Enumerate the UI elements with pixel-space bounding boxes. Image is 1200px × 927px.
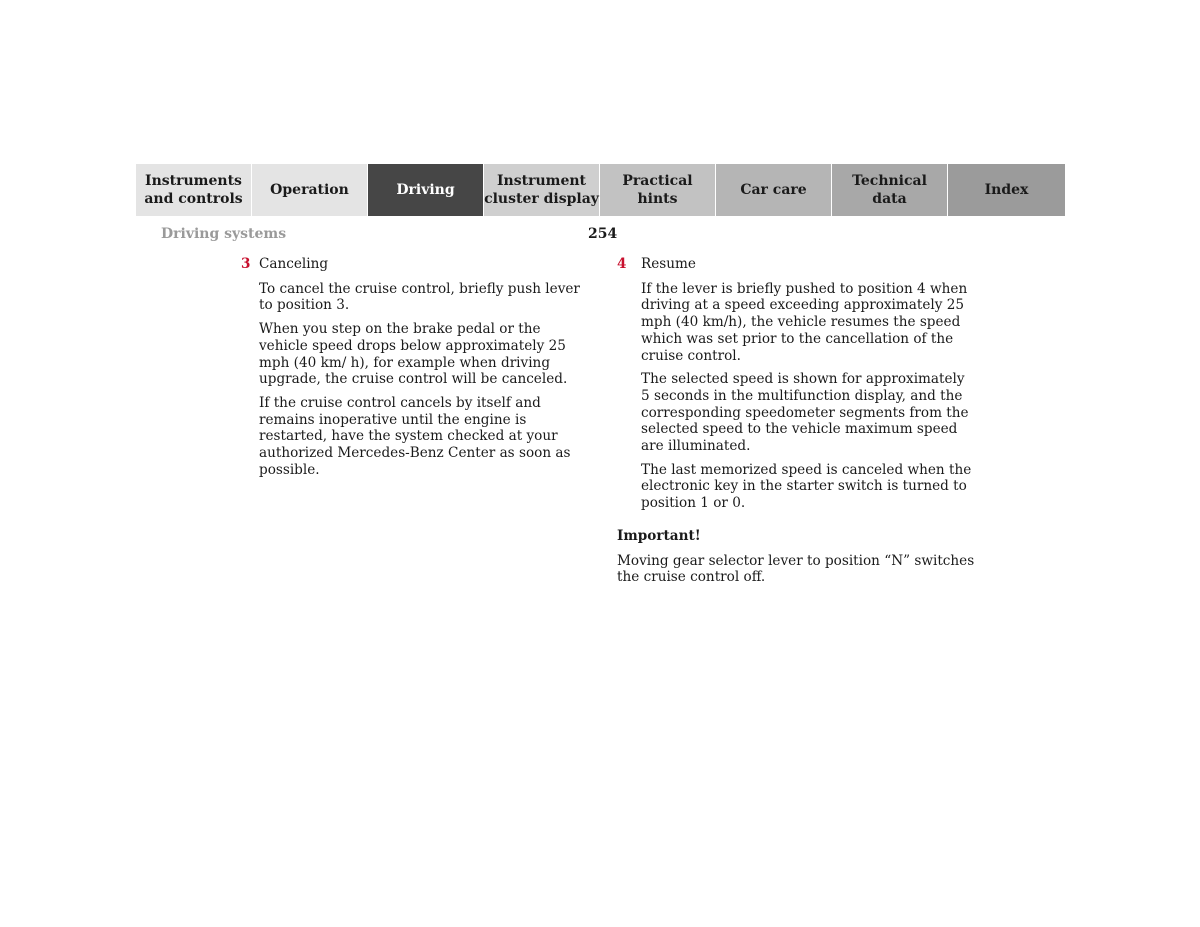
step-title: Canceling [259,256,329,272]
chapter-tab-bar [136,164,1065,216]
tab-operation[interactable]: Operation [252,164,368,216]
paragraph: The selected speed is shown for approximately 5 seconds in the multifunction display, and the corresponding speedometer segments from the selected speed to the vehicle maximum speed are illuminated. [641,371,969,455]
paragraph: If the cruise control cancels by itself and remains inoperative until the engine is restarted, have the system checked at your authorized Mercedes-Benz Center as soon as possible. [259,394,571,478]
tab-practical-hints[interactable]: Practical hints [600,164,716,216]
tab-car-care[interactable]: Car care [716,164,832,216]
page-number: 254 [588,226,618,242]
step-title: Resume [641,256,696,272]
right-column [617,256,977,586]
paragraph: When you step on the brake pedal or the vehicle speed drops below approximately 25 mph (40 km/ h), for example when driving upgrade, the cruise control will be canceled. [259,321,568,388]
step-heading-resume [617,256,977,273]
paragraph: The last memorized speed is canceled when the electronic key in the starter switch is turned to position 1 or 0. [641,461,972,512]
left-column [241,256,581,485]
tab-instrument-cluster-display[interactable]: Instrument cluster display [484,164,600,216]
paragraph: To cancel the cruise control, briefly push lever to position 3. [259,280,580,314]
section-title: Driving systems [161,226,287,242]
important-note: Moving gear selector lever to position “N” switches the cruise control off. [617,552,975,586]
paragraph: If the lever is briefly pushed to position 4 when driving at a speed exceeding approximately 25 mph (40 km/h), the vehicle resumes the speed which was set prior to the cancellation of the cruise control. [641,280,968,364]
important-heading: Important! [617,527,701,544]
tab-technical-data[interactable]: Technical data [832,164,948,216]
step-number: 3 [241,256,251,272]
tab-instruments-and-controls[interactable]: Instruments and controls [136,164,252,216]
step-number: 4 [617,256,627,272]
step-heading-canceling [241,256,581,273]
tab-index[interactable]: Index [948,164,1065,216]
tab-driving[interactable]: Driving [368,164,484,216]
